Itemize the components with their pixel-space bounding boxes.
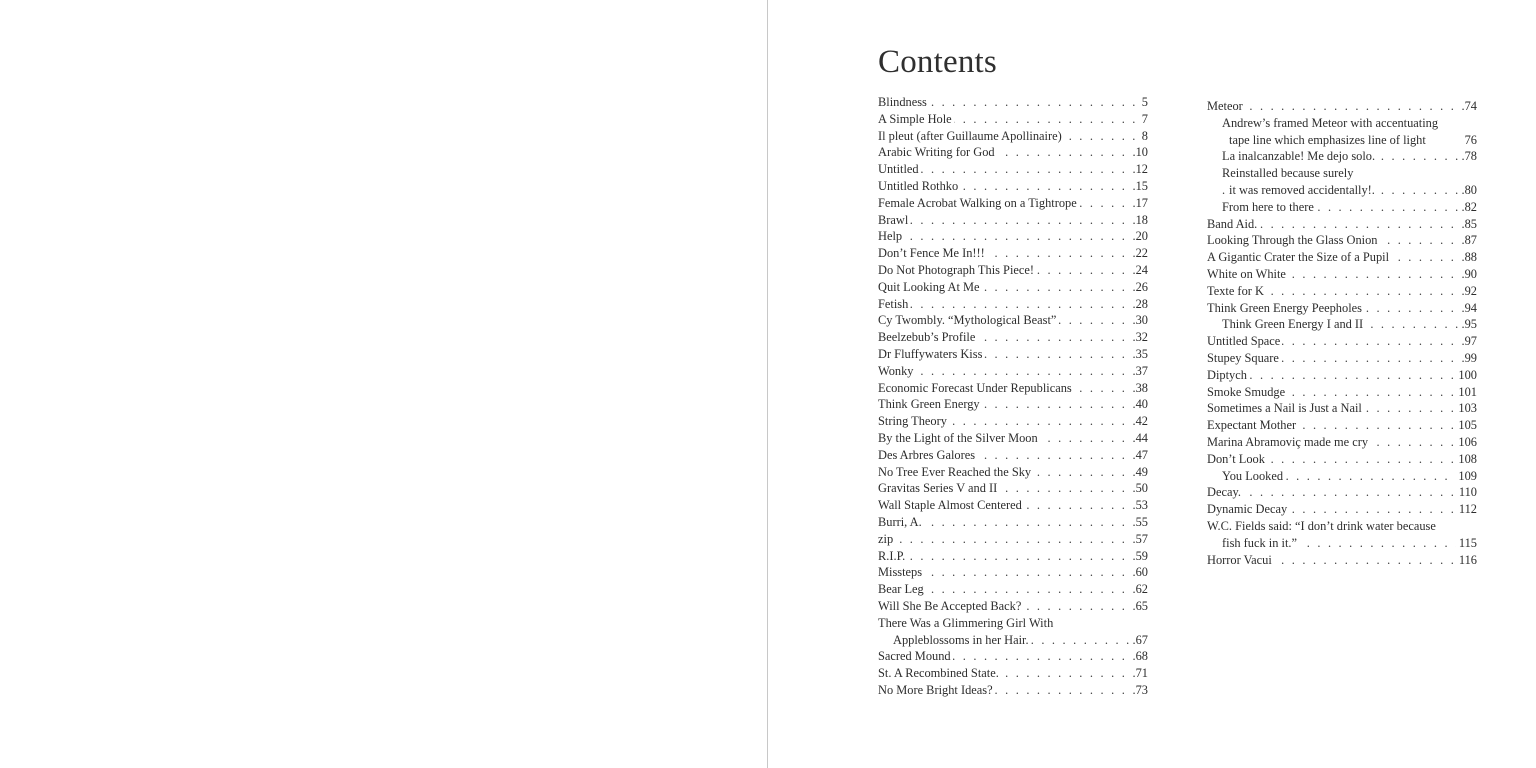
toc-entry-title: Expectant Mother: [1207, 418, 1297, 433]
toc-entry-title: Wonky: [878, 363, 914, 378]
toc-entry-page: .12: [1130, 161, 1149, 178]
toc-entry-title: Blindness: [878, 95, 927, 109]
toc-entry-page: .18: [1130, 212, 1149, 229]
toc-entry[interactable]: [1207, 300, 1477, 317]
toc-entry[interactable]: [878, 161, 1148, 178]
toc-entry[interactable]: [878, 396, 1148, 413]
toc-entry-title: Beelzebub’s Profile: [878, 330, 976, 345]
toc-entry[interactable]: [1207, 216, 1477, 233]
toc-entry[interactable]: [1207, 518, 1477, 535]
toc-entry-title: Diptych: [1207, 367, 1247, 382]
toc-entry[interactable]: [1207, 384, 1477, 401]
toc-entry-title: St. A Recombined State.: [878, 666, 999, 681]
toc-entry[interactable]: [878, 312, 1148, 329]
toc-entry-title: Band Aid.: [1207, 216, 1258, 231]
toc-entry-page: 112: [1456, 501, 1477, 518]
toc-entry[interactable]: [878, 329, 1148, 346]
toc-entry-title: Think Green Energy Peepholes: [1207, 300, 1362, 315]
toc-entry[interactable]: [1207, 484, 1477, 501]
toc-entry-page: .97: [1459, 333, 1478, 350]
toc-entry-title: Will She Be Accepted Back?: [878, 598, 1022, 613]
toc-entry[interactable]: [878, 296, 1148, 313]
left-blank-page: [0, 0, 767, 768]
toc-entry-page: .95: [1459, 316, 1478, 333]
toc-entry-page: .87: [1459, 232, 1478, 249]
toc-entry[interactable]: [878, 682, 1148, 699]
toc-entry[interactable]: [878, 413, 1148, 430]
toc-entry[interactable]: [878, 514, 1148, 531]
toc-entry-page: .35: [1130, 346, 1149, 363]
toc-entry-page: .55: [1130, 514, 1149, 531]
toc-entry-page: .30: [1130, 312, 1149, 329]
toc-entry-title: You Looked: [1222, 468, 1284, 483]
toc-entry-title: White on White: [1207, 266, 1286, 281]
toc-entry-title: There Was a Glimmering Girl With: [878, 615, 1054, 630]
toc-entry-title: Appleblossoms in her Hair.: [893, 632, 1029, 647]
toc-entry-page: .47: [1130, 447, 1149, 464]
toc-entry[interactable]: [1207, 266, 1477, 283]
toc-entry-title: Arabic Writing for God: [878, 145, 995, 160]
toc-entry-title: Quit Looking At Me: [878, 279, 980, 294]
toc-entry-page: 103: [1455, 400, 1477, 417]
toc-entry-page: .99: [1459, 350, 1478, 367]
toc-entry-page: .53: [1130, 497, 1149, 514]
toc-entry-page: .68: [1130, 648, 1149, 665]
toc-entry-title: Think Green Energy: [878, 397, 980, 412]
toc-entry-page: .42: [1130, 413, 1149, 430]
toc-entry-page: .32: [1130, 329, 1149, 346]
toc-entry-title: Sometimes a Nail is Just a Nail: [1207, 401, 1362, 416]
toc-entry-page: .38: [1130, 380, 1149, 397]
toc-entry-page: .10: [1130, 144, 1149, 161]
toc-entry-page: .49: [1130, 464, 1149, 481]
toc-entry-page: .85: [1459, 216, 1478, 233]
toc-entry[interactable]: [878, 447, 1148, 464]
toc-entry-page: .60: [1130, 564, 1149, 581]
page-title: Contents: [878, 44, 997, 80]
toc-entry-title: fish fuck in it.”: [1222, 535, 1298, 550]
toc-entry-title: Do Not Photograph This Piece!: [878, 262, 1035, 277]
toc-entry-page: .26: [1130, 279, 1149, 296]
toc-entry-page: 110: [1456, 484, 1477, 501]
toc-entry[interactable]: [878, 94, 1148, 111]
toc-entry-title: Decay.: [1207, 485, 1241, 500]
toc-entry-title: Reinstalled because surely: [1222, 166, 1354, 181]
toc-entry-page: .82: [1459, 199, 1478, 216]
toc-entry[interactable]: [1207, 232, 1477, 249]
toc-entry-page: 109: [1455, 468, 1477, 485]
toc-entry-title: Female Acrobat Walking on a Tightrope: [878, 195, 1077, 210]
toc-entry-page: .37: [1130, 363, 1149, 380]
toc-entry[interactable]: [878, 144, 1148, 161]
toc-entry-title: A Simple Hole: [878, 111, 952, 126]
toc-entry-page: .90: [1459, 266, 1478, 283]
toc-entry-page: .22: [1130, 245, 1149, 262]
toc-entry-title: Andrew’s framed Meteor with accentuating: [1222, 115, 1439, 130]
toc-entry-title: Horror Vacui: [1207, 552, 1272, 567]
toc-entry-continuation[interactable]: [1207, 535, 1477, 552]
toc-entry-page: 116: [1456, 552, 1477, 569]
toc-entry[interactable]: [878, 245, 1148, 262]
toc-entry-page: .62: [1130, 581, 1149, 598]
toc-entry-title: By the Light of the Silver Moon: [878, 430, 1038, 445]
toc-entry[interactable]: [878, 128, 1148, 145]
toc-entry-title: Economic Forecast Under Republicans: [878, 380, 1072, 395]
toc-entry-title: Sacred Mound: [878, 649, 951, 664]
toc-entry-page: .17: [1130, 195, 1149, 212]
toc-entry-page: .20: [1130, 228, 1149, 245]
toc-entry-title: Wall Staple Almost Centered: [878, 498, 1022, 513]
toc-entry-title: Looking Through the Glass Onion: [1207, 233, 1378, 248]
toc-entry[interactable]: [878, 464, 1148, 481]
toc-entry-page: .59: [1130, 548, 1149, 565]
toc-entry-title: From here to there: [1222, 199, 1314, 214]
toc-entry-title: Meteor: [1207, 99, 1243, 113]
toc-entry-title: zip: [878, 531, 894, 546]
toc-entry[interactable]: [878, 430, 1148, 447]
toc-entry[interactable]: [878, 665, 1148, 682]
toc-entry-page: .67: [1130, 632, 1149, 649]
toc-entry-title: Fetish: [878, 296, 909, 311]
toc-entry-title: Des Arbres Galores: [878, 447, 976, 462]
toc-entry-page: .40: [1130, 396, 1149, 413]
toc-subentry[interactable]: [1207, 165, 1477, 182]
toc-entry-page: .92: [1459, 283, 1478, 300]
toc-entry-title: Untitled Rothko: [878, 178, 959, 193]
toc-entry-page: .57: [1130, 531, 1149, 548]
toc-entry[interactable]: [878, 548, 1148, 565]
toc-entry-title: No Tree Ever Reached the Sky: [878, 464, 1032, 479]
toc-entry[interactable]: [878, 178, 1148, 195]
toc-entry-title: Don’t Look: [1207, 451, 1265, 466]
toc-entry[interactable]: [878, 581, 1148, 598]
toc-subentry[interactable]: [1207, 199, 1477, 216]
toc-entry[interactable]: [878, 615, 1148, 632]
toc-entry-page: 106: [1455, 434, 1477, 451]
toc-entry[interactable]: [878, 564, 1148, 581]
toc-entry-page: 105: [1455, 417, 1477, 434]
toc-entry-page: 76: [1462, 132, 1477, 149]
toc-subentry[interactable]: [1207, 115, 1477, 132]
toc-subentry[interactable]: [1207, 468, 1477, 485]
toc-entry[interactable]: [878, 363, 1148, 380]
toc-entry-title: Gravitas Series V and II: [878, 481, 998, 496]
toc-entry[interactable]: [1207, 333, 1477, 350]
toc-entry[interactable]: [1207, 400, 1477, 417]
toc-entry[interactable]: [1207, 367, 1477, 384]
toc-entry-page: 7: [1139, 111, 1148, 128]
toc-entry-page: 5: [1139, 94, 1148, 111]
toc-entry-title: Dynamic Decay: [1207, 502, 1288, 517]
toc-entry-page: .80: [1459, 182, 1478, 199]
toc-entry[interactable]: [878, 279, 1148, 296]
toc-entry-title: A Gigantic Crater the Size of a Pupil: [1207, 250, 1390, 265]
toc-entry-title: Texte for K: [1207, 283, 1264, 298]
toc-entry-page: 8: [1139, 128, 1148, 145]
toc-entry-title: Untitled Space: [1207, 334, 1281, 349]
toc-entry-page: .71: [1130, 665, 1149, 682]
toc-right-column: [1207, 98, 1477, 568]
toc-entry[interactable]: [878, 346, 1148, 363]
toc-entry-title: Marina Abramoviç made me cry: [1207, 434, 1369, 449]
toc-entry[interactable]: [1207, 283, 1477, 300]
toc-entry-title: Brawl: [878, 212, 909, 227]
toc-entry-title: La inalcanzable! Me dejo solo.: [1222, 149, 1376, 164]
toc-entry[interactable]: [878, 212, 1148, 229]
toc-entry-page: 100: [1455, 367, 1477, 384]
toc-entry-title: String Theory: [878, 414, 947, 429]
toc-entry-page: .88: [1459, 249, 1478, 266]
toc-subentry-continuation[interactable]: [1207, 132, 1477, 149]
toc-entry-title: Untitled: [878, 162, 919, 177]
toc-entry-continuation[interactable]: [878, 632, 1148, 649]
toc-entry-page: 108: [1455, 451, 1477, 468]
toc-entry[interactable]: [1207, 350, 1477, 367]
toc-entry-page: .73: [1130, 682, 1149, 699]
toc-entry-page: .44: [1130, 430, 1149, 447]
toc-entry-title: Cy Twombly. “Mythological Beast”: [878, 313, 1057, 328]
toc-entry-page: .28: [1130, 296, 1149, 313]
toc-entry-title: it was removed accidentally!.: [1229, 182, 1375, 197]
toc-entry-title: No More Bright Ideas?: [878, 682, 993, 697]
toc-entry-title: W.C. Fields said: “I don’t drink water because: [1207, 518, 1436, 533]
toc-entry-page: .24: [1130, 262, 1149, 279]
toc-entry-title: Help: [878, 229, 903, 244]
toc-entry[interactable]: [878, 195, 1148, 212]
toc-entry-title: Don’t Fence Me In!!!: [878, 246, 985, 261]
toc-entry[interactable]: [878, 228, 1148, 245]
toc-entry[interactable]: [1207, 434, 1477, 451]
toc-entry-title: Burri, A.: [878, 514, 922, 529]
toc-entry-page: .15: [1130, 178, 1149, 195]
toc-entry[interactable]: [1207, 552, 1477, 569]
toc-entry-title: Smoke Smudge: [1207, 384, 1286, 399]
toc-entry[interactable]: [1207, 417, 1477, 434]
toc-entry[interactable]: [878, 598, 1148, 615]
toc-entry-page: 101: [1455, 384, 1477, 401]
toc-entry-title: Stupey Square: [1207, 350, 1279, 365]
toc-entry-page: .78: [1459, 148, 1478, 165]
toc-entry[interactable]: [1207, 451, 1477, 468]
toc-entry-page: .94: [1459, 300, 1478, 317]
toc-entry-title: Missteps: [878, 565, 923, 580]
toc-left-column: [878, 94, 1148, 699]
toc-entry-title: R.I.P.: [878, 548, 906, 563]
toc-subentry[interactable]: [1207, 148, 1477, 165]
toc-entry-page: .50: [1130, 480, 1149, 497]
toc-entry-title: tape line which emphasizes line of light: [1229, 132, 1426, 147]
toc-entry[interactable]: [878, 497, 1148, 514]
toc-entry[interactable]: [878, 262, 1148, 279]
toc-entry[interactable]: [878, 111, 1148, 128]
toc-entry-title: Dr Fluffywaters Kiss: [878, 346, 983, 361]
toc-entry-page: .65: [1130, 598, 1149, 615]
toc-entry[interactable]: [878, 531, 1148, 548]
toc-entry[interactable]: [1207, 249, 1477, 266]
toc-entry[interactable]: [1207, 98, 1477, 115]
toc-entry-page: 115: [1456, 535, 1477, 552]
toc-subentry-continuation[interactable]: [1207, 182, 1477, 199]
toc-entry-title: Il pleut (after Guillaume Apollinaire): [878, 128, 1062, 143]
toc-entry[interactable]: [878, 480, 1148, 497]
toc-entry[interactable]: [1207, 501, 1477, 518]
toc-entry-title: Think Green Energy I and II: [1222, 317, 1364, 332]
toc-entry[interactable]: [878, 380, 1148, 397]
toc-subentry[interactable]: [1207, 316, 1477, 333]
toc-entry[interactable]: [878, 648, 1148, 665]
toc-entry-title: Bear Leg: [878, 582, 924, 597]
toc-entry-page: .74: [1459, 98, 1478, 115]
